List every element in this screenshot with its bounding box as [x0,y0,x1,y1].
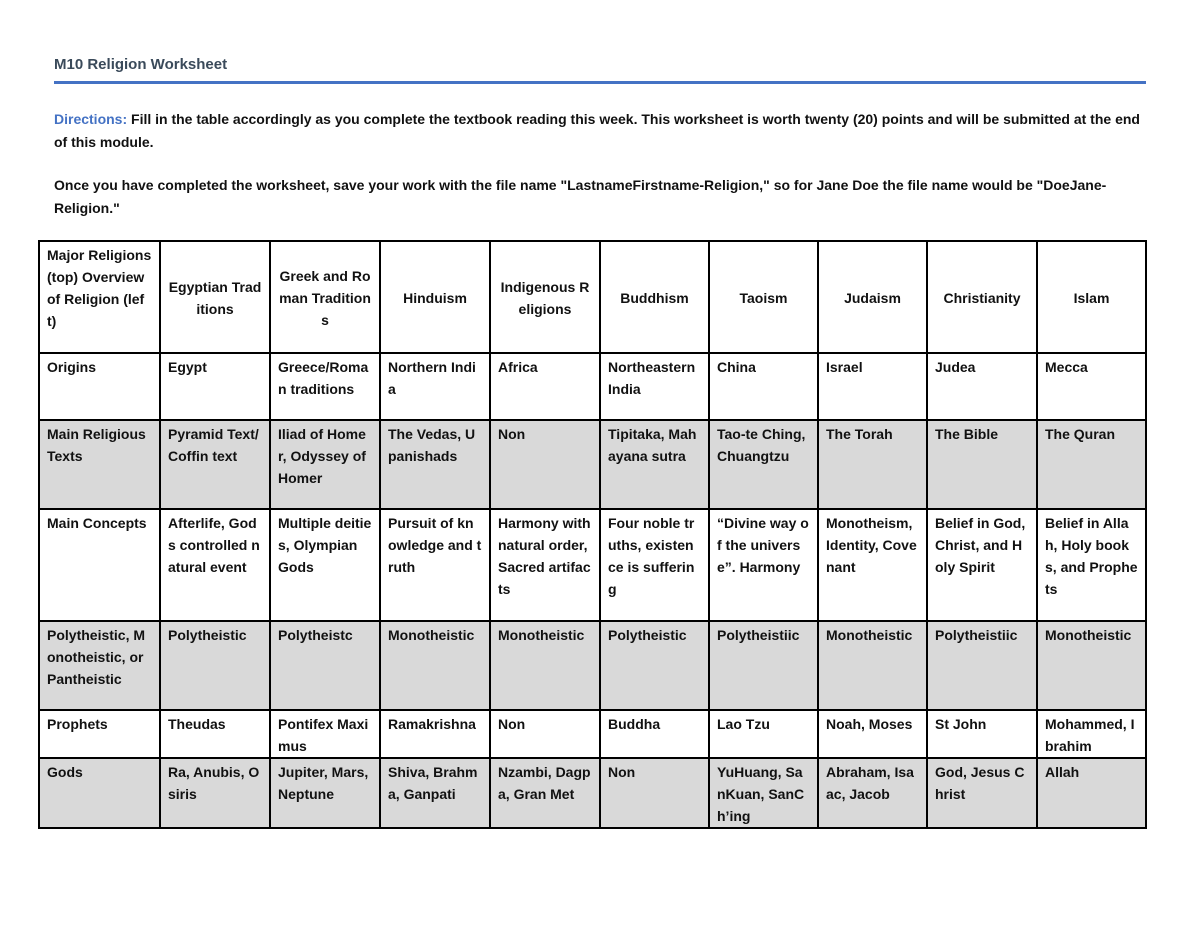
table-cell: Nzambi, Dagpa, Gran Met [490,758,600,828]
table-cell: Polytheistiic [709,621,818,710]
column-header: Indigenous Religions [490,241,600,353]
row-label: Polytheistic, Monotheistic, or Pantheistic [39,621,160,710]
table-cell: Ra, Anubis, Osiris [160,758,270,828]
table-cell: Pyramid Text/ Coffin text [160,420,270,509]
table-cell: Northeastern India [600,353,709,420]
table-cell: The Bible [927,420,1037,509]
table-cell: Greece/Roman traditions [270,353,380,420]
table-cell: The Torah [818,420,927,509]
table-cell: Belief in Allah, Holy books, and Prophets [1037,509,1146,621]
save-instructions: Once you have completed the worksheet, save your work with the file name "LastnameFirstname-Religion," so for Jane Doe the file name would be "DoeJane-Religion." [54,177,1107,216]
column-header: Christianity [927,241,1037,353]
table-cell: Monotheistic [1037,621,1146,710]
table-cell: Abraham, Isaac, Jacob [818,758,927,828]
table-cell: Mohammed, Ibrahim [1037,710,1146,758]
directions-text: Fill in the table accordingly as you complete the textbook reading this week. This worksheet is worth twenty (20) points and will be submitted at the end of this module. [54,111,1140,150]
table-header-row [39,241,1146,353]
table-cell: Afterlife, Gods controlled natural event [160,509,270,621]
table-cell: Harmony with natural order, Sacred artifacts [490,509,600,621]
table-cell: Egypt [160,353,270,420]
table-cell: Noah, Moses [818,710,927,758]
table-cell: Non [600,758,709,828]
table-cell: St John [927,710,1037,758]
table-cell: Allah [1037,758,1146,828]
table-cell: Polytheistc [270,621,380,710]
row-label: Origins [39,353,160,420]
table-cell: Africa [490,353,600,420]
table-cell: The Vedas, Upanishads [380,420,490,509]
table-cell: Non [490,420,600,509]
table-cell: Jupiter, Mars, Neptune [270,758,380,828]
table-cell: Multiple deities, Olympian Gods [270,509,380,621]
table-cell: Non [490,710,600,758]
table-row [39,420,1146,509]
row-label: Main Religious Texts [39,420,160,509]
row-label: Gods [39,758,160,828]
column-header: Judaism [818,241,927,353]
table-cell: Pontifex Maximus [270,710,380,758]
table-cell: Four noble truths, existence is suffering [600,509,709,621]
column-header: Greek and Roman Traditions [270,241,380,353]
table-cell: Polytheistic [160,621,270,710]
table-cell: Ramakrishna [380,710,490,758]
table-cell: Israel [818,353,927,420]
table-cell: Mecca [1037,353,1146,420]
table-cell: China [709,353,818,420]
table-cell: Pursuit of knowledge and truth [380,509,490,621]
table-cell: Buddha [600,710,709,758]
table-cell: Monotheistic [490,621,600,710]
directions-label: Directions: [54,111,128,127]
table-cell: Tipitaka, Mahayana sutra [600,420,709,509]
table-row [39,758,1146,828]
table-cell: Tao-te Ching, Chuangtzu [709,420,818,509]
directions-paragraph [54,108,1144,154]
table-cell: “Divine way of the universe”. Harmony [709,509,818,621]
religion-table [38,240,1147,829]
table-cell: Iliad of Homer, Odyssey of Homer [270,420,380,509]
table-row [39,353,1146,420]
row-label: Prophets [39,710,160,758]
row-label: Main Concepts [39,509,160,621]
table-cell: Polytheistiic [927,621,1037,710]
table-row [39,710,1146,758]
table-row [39,509,1146,621]
table-cell: Monotheistic [818,621,927,710]
table-row [39,621,1146,710]
table-cell: Monotheistic [380,621,490,710]
column-header: Egyptian Traditions [160,241,270,353]
table-cell: Shiva, Brahma, Ganpati [380,758,490,828]
table-cell: The Quran [1037,420,1146,509]
column-header: Buddhism [600,241,709,353]
table-cell: Lao Tzu [709,710,818,758]
column-header: Hinduism [380,241,490,353]
table-cell: Polytheistic [600,621,709,710]
table-cell: Theudas [160,710,270,758]
title-divider [54,81,1146,84]
table-cell: Judea [927,353,1037,420]
table-cell: Belief in God, Christ, and Holy Spirit [927,509,1037,621]
table-cell: Monotheism, Identity, Covenant [818,509,927,621]
page-title: M10 Religion Worksheet [54,56,228,73]
table-cell: Northern India [380,353,490,420]
table-cell: YuHuang, SanKuan, SanCh’ing [709,758,818,828]
column-header: Islam [1037,241,1146,353]
corner-header: Major Religions (top) Overview of Religion (left) [39,241,160,353]
column-header: Taoism [709,241,818,353]
table-cell: God, Jesus Christ [927,758,1037,828]
